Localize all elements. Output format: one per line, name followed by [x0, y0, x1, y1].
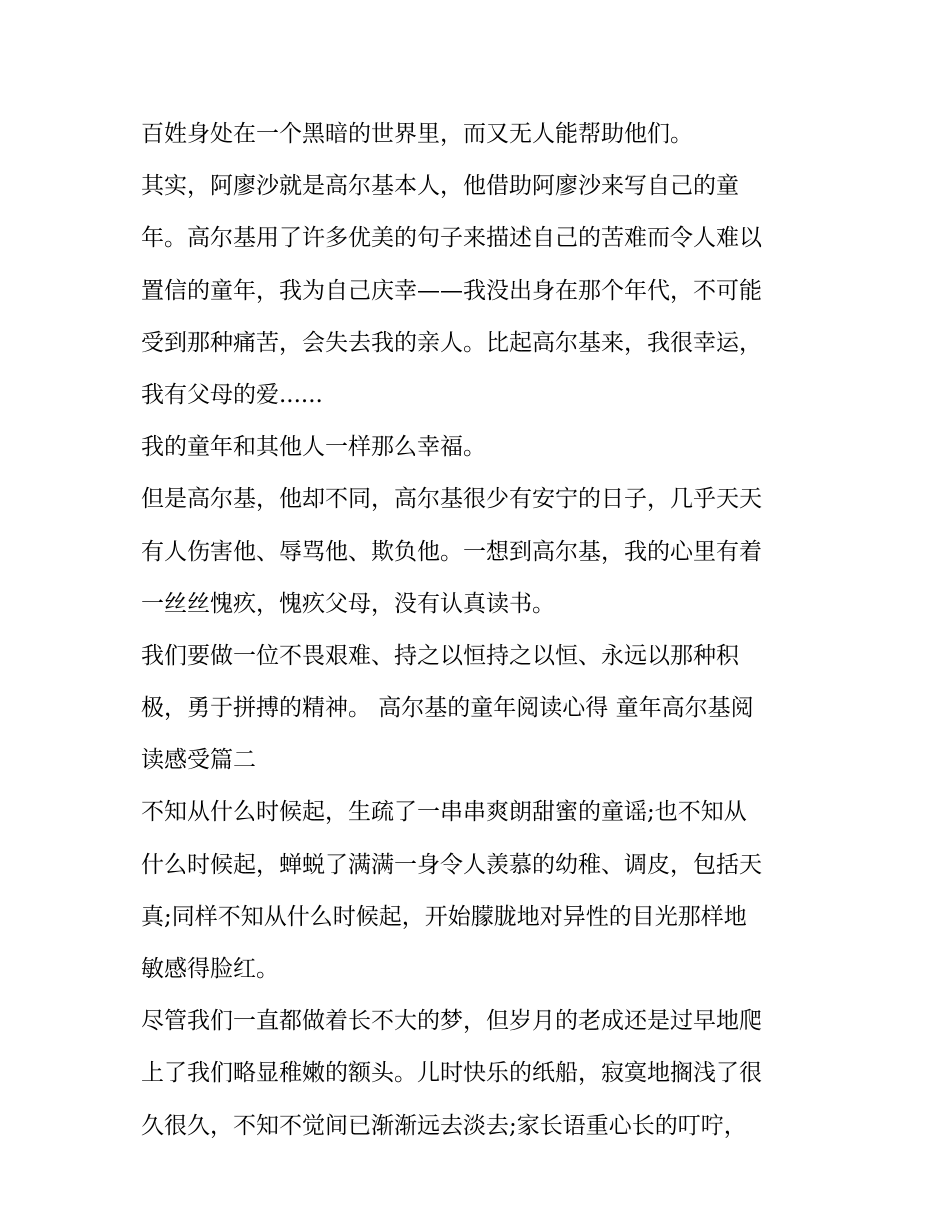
- text-line: 我有父母的爱......: [141, 381, 323, 408]
- text-line: 敏感得脸红。: [141, 956, 279, 982]
- text-line: 受到那种痛苦，会失去我的亲人。比起高尔基来，我很幸运，: [141, 329, 762, 356]
- text-line: 置信的童年，我为自己庆幸——我没出身在那个年代，不可能: [141, 277, 762, 304]
- text-line: 久很久，不知不觉间已渐渐远去淡去;家长语重心长的叮咛，: [141, 1112, 747, 1139]
- text-line: 我们要做一位不畏艰难、持之以恒持之以恒、永远以那种积: [141, 642, 739, 669]
- text-line: 其实，阿廖沙就是高尔基本人，他借助阿廖沙来写自己的童: [141, 173, 739, 200]
- text-line: 上了我们略显稚嫩的额头。儿时快乐的纸船，寂寞地搁浅了很: [141, 1060, 762, 1087]
- document-body: [141, 108, 821, 1152]
- text-line: 一丝丝愧疚，愧疚父母，没有认真读书。: [141, 590, 555, 617]
- text-line: 读感受篇二: [141, 747, 256, 774]
- text-line: 但是高尔基，他却不同，高尔基很少有安宁的日子，几乎天天: [141, 486, 762, 513]
- text-line: 什么时候起，蝉蜕了满满一身令人羡慕的幼稚、调皮，包括天: [141, 851, 762, 878]
- text-line: 真;同样不知从什么时候起，开始朦胧地对异性的目光那样地: [141, 903, 747, 930]
- text-line: 极，勇于拼搏的精神。 高尔基的童年阅读心得 童年高尔基阅: [141, 695, 754, 722]
- text-line: 有人伤害他、辱骂他、欺负他。一想到高尔基，我的心里有着: [141, 538, 762, 565]
- text-line: 年。高尔基用了许多优美的句子来描述自己的苦难而令人难以: [141, 225, 762, 252]
- text-line: 尽管我们一直都做着长不大的梦，但岁月的老成还是过早地爬: [141, 1008, 762, 1035]
- text-line: 不知从什么时候起，生疏了一串串爽朗甜蜜的童谣;也不知从: [141, 799, 747, 826]
- text-line: 百姓身处在一个黑暗的世界里，而又无人能帮助他们。: [141, 121, 693, 147]
- text-line: 我的童年和其他人一样那么幸福。: [141, 434, 486, 461]
